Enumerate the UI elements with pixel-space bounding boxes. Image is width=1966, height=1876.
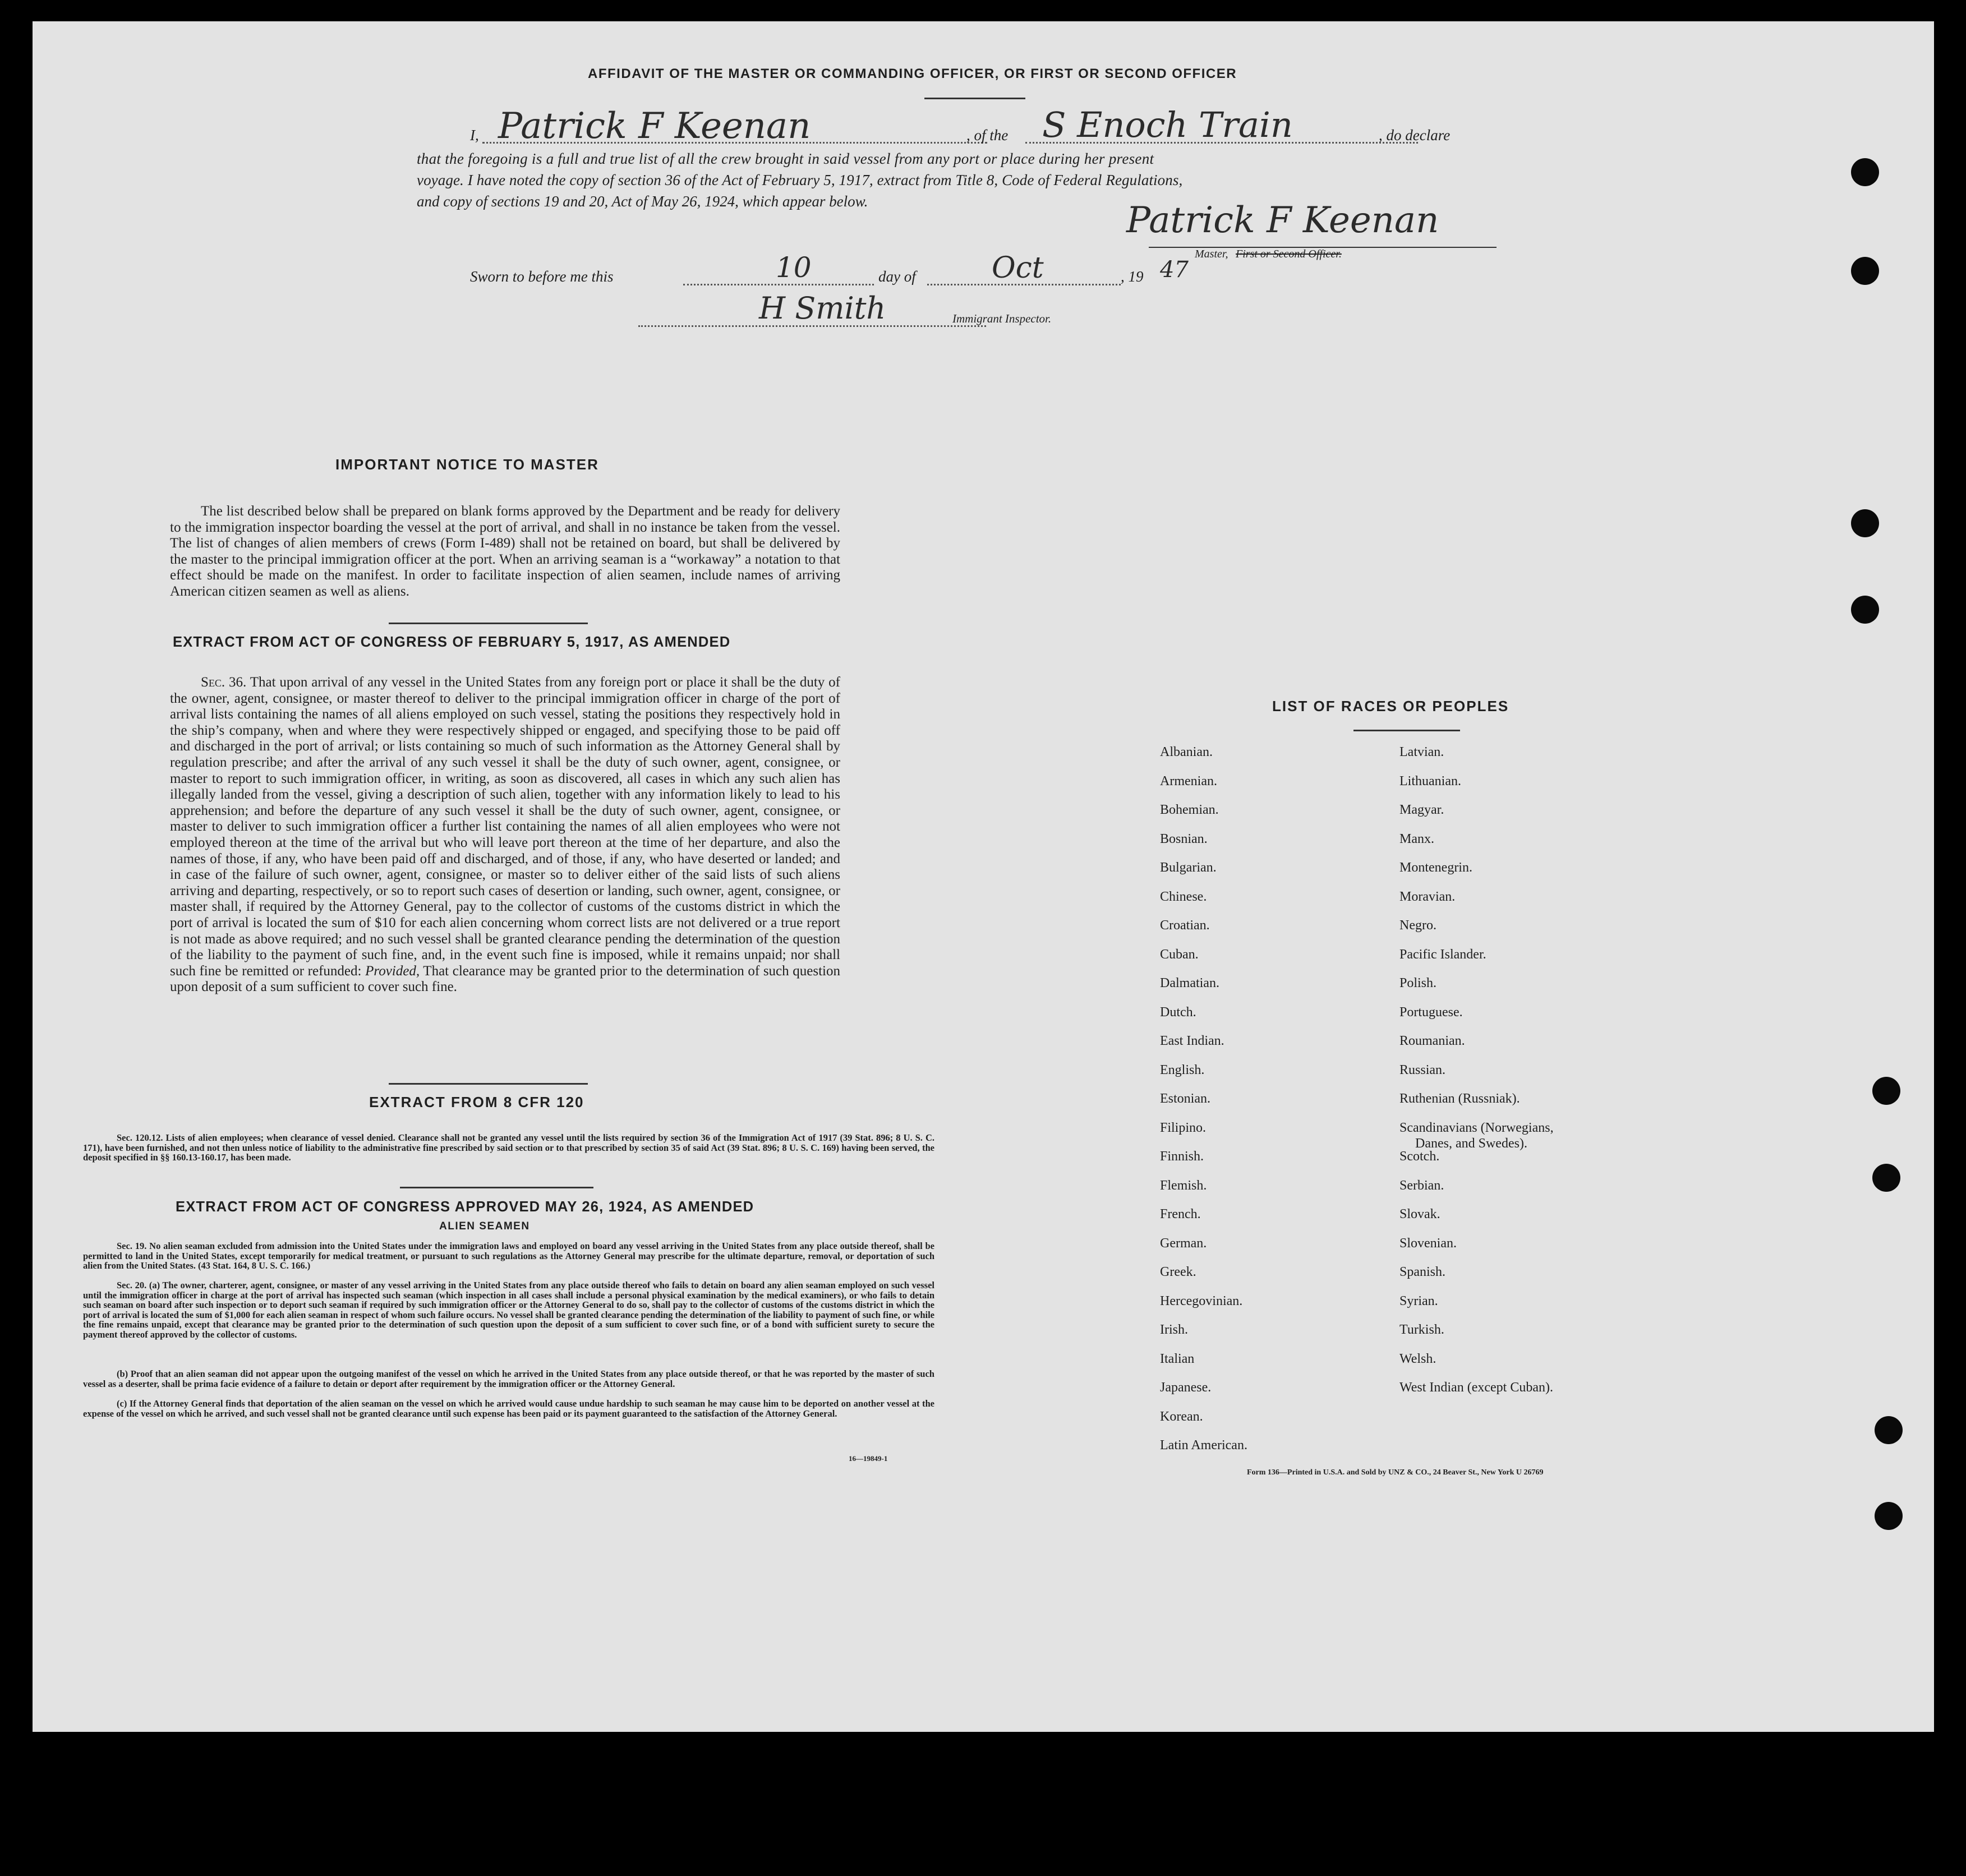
race-item: Lithuanian. bbox=[1399, 773, 1461, 789]
race-item: Polish. bbox=[1399, 976, 1437, 990]
race-item: Pacific Islander. bbox=[1399, 947, 1486, 962]
race-item: Bohemian. bbox=[1160, 803, 1219, 817]
binder-hole bbox=[1851, 158, 1879, 186]
race-item: Moravian. bbox=[1399, 889, 1456, 904]
declaration-line-3: voyage. I have noted the copy of section 36 of the Act of February 5, 1917, extract from Title 8, Code of Federal Regulations, bbox=[417, 172, 1183, 188]
race-item: West Indian (except Cuban). bbox=[1399, 1380, 1553, 1395]
sec-36-text: That upon arrival of any vessel in the United States from any foreign port or place it shall be the duty of the owner, agent, consignee, or master thereof to deliver to the principal immigration officer in charge of the port of arrival lists containing the names of all aliens employed on such vessel, stating the positions they respectively hold in the ship’s company, when and where they were respectively shipped or engaged, and specifying those to be paid off and discharged in the port of arrival; or lists containing so much of such information as the Attorney General shall by regulation prescribe; and after the arrival of any such vessel it shall be the duty of such owner, agent, consignee, or master to report to such immigration officer, in writing, as soon as discovered, all cases in which any such alien has illegally landed from the vessel, giving a description of such alien, together with any information likely to lead to his apprehension; and before the departure of any such vessel it shall be the duty of such owner, agent, consignee, or master to deliver to such immigration officer a further list containing the names of all alien employees who were not employed thereon at the time of the arrival but who will leave port thereon at the time of her departure, and also the names of those, if any, who have been paid off and discharged, and of those, if any, who have deserted or landed; and in case of the failure of such owner, agent, consignee, or master so to deliver either of the said lists of such aliens arriving and departing, respectively, or so to report such cases of desertion or landing, such owner, agent, consignee, or master shall, if required by the Attorney General, pay to the collector of customs of the customs district in which the port of arrival is located the sum of $10 for each alien concerning whom correct lists are not delivered or a true report is not made as above required; and no such vessel shall be granted clearance pending the determination of the question of the liability to the payment of such fine, and, in the event such fine is imposed, while it remains unpaid; nor shall such fine be remitted or refunded: bbox=[170, 675, 840, 979]
sec-20a-text: Sec. 20. (a) The owner, charterer, agent, consignee, or master of any vessel arriving in the United States from any place outside thereof who fails to detain on board any alien seaman employed on such vessel until the immigration officer in charge at the port of arrival has inspected such seaman (which inspection in all cases shall include a personal physical examination by the medical examiners), or who fails to detain such seaman on board after such inspection or to deport such seaman if required by such immigration officer or the Attorney General to do so, shall pay to the collector of customs of the customs district in which the port of arrival is located the sum of $1,000 for each alien seaman in respect of whom such failure occurs. No vessel shall be granted clearance pending the determination of the liability to payment of such fine, or while the fine remains unpaid, except that clearance may be granted prior to the determination of such question upon the deposit of a sum sufficient to cover such fine, or of a bond with sufficient surety to secure the payment thereof approved by the collector of customs. bbox=[83, 1280, 934, 1340]
race-item: Chinese. bbox=[1160, 889, 1207, 904]
race-item: English. bbox=[1160, 1062, 1205, 1077]
race-item: Finnish. bbox=[1160, 1149, 1204, 1164]
race-item: German. bbox=[1160, 1236, 1207, 1251]
binder-hole bbox=[1872, 1077, 1900, 1105]
race-item: Italian bbox=[1160, 1351, 1195, 1366]
document-page bbox=[33, 21, 1934, 1732]
race-item: Negro. bbox=[1399, 918, 1436, 933]
affidavit-heading: AFFIDAVIT OF THE MASTER OR COMMANDING OFFICER, OR FIRST OR SECOND OFFICER bbox=[588, 66, 1237, 81]
struck-caption: First or Second Officer. bbox=[1236, 248, 1342, 260]
race-item: Albanian. bbox=[1160, 745, 1213, 759]
race-item: Hercegovinian. bbox=[1160, 1293, 1243, 1308]
binder-hole bbox=[1851, 257, 1879, 285]
form-print-line: Form 136—Printed in U.S.A. and Sold by UNZ & CO., 24 Beaver St., New York U 26769 bbox=[1247, 1468, 1544, 1477]
i-label: I, bbox=[470, 127, 479, 144]
sec-20c-text: (c) If the Attorney General finds that deportation of the alien seaman on the vessel on which he arrived would cause undue hardship to such seaman he may cause him to be deported on another vessel at the expense of the vessel on which he arrived, and such vessel shall not be granted clearance until such expense has been paid or its payment guaranteed to the satisfaction of the Attorney General. bbox=[83, 1398, 934, 1419]
race-item: Welsh. bbox=[1399, 1351, 1436, 1366]
race-item: Armenian. bbox=[1160, 773, 1217, 789]
race-item: Irish. bbox=[1160, 1322, 1188, 1337]
binder-hole bbox=[1872, 1164, 1900, 1192]
race-item: Korean. bbox=[1160, 1409, 1203, 1424]
race-item: Roumanian. bbox=[1399, 1034, 1465, 1048]
notice-title: IMPORTANT NOTICE TO MASTER bbox=[335, 456, 599, 473]
form-code: 16—19849-1 bbox=[849, 1454, 888, 1463]
master-caption: Master, bbox=[1195, 248, 1228, 260]
extract-cfr-title: EXTRACT FROM 8 CFR 120 bbox=[369, 1094, 584, 1110]
race-item: Magyar. bbox=[1399, 803, 1444, 817]
race-item: Syrian. bbox=[1399, 1293, 1438, 1308]
of-the-label: , of the bbox=[966, 127, 1009, 144]
extract-cfr-rule bbox=[400, 1187, 593, 1188]
extract-1917-rule bbox=[389, 1083, 588, 1085]
extract-1924-title: EXTRACT FROM ACT OF CONGRESS APPROVED MAY 26, 1924, AS AMENDED bbox=[176, 1199, 754, 1215]
binder-hole bbox=[1875, 1416, 1903, 1444]
race-item: Latvian. bbox=[1399, 745, 1444, 759]
race-continuation: Danes, and Swedes). bbox=[1415, 1136, 1527, 1151]
race-item: Ruthenian (Russniak). bbox=[1399, 1091, 1520, 1106]
declaration-line-4: and copy of sections 19 and 20, Act of May 26, 1924, which appear below. bbox=[417, 193, 868, 210]
declaration-line-2: that the foregoing is a full and true list of all the crew brought in said vessel from any port or place during her present bbox=[417, 150, 1154, 167]
race-item: Latin American. bbox=[1160, 1438, 1247, 1453]
sworn-label: Sworn to before me this bbox=[470, 268, 614, 285]
binder-hole bbox=[1875, 1502, 1903, 1530]
race-item: East Indian. bbox=[1160, 1034, 1224, 1048]
sworn-month: Oct bbox=[992, 251, 1044, 285]
sec-19-text: Sec. 19. No alien seaman excluded from admission into the United States under the immigration laws and employed on board any vessel arriving in the United States from any place outside thereof, shall be permitted to land in the United States, except temporarily for medical treatment, or pursuant to such regulations as the Attorney General may prescribe for the ultimate departure, removal, or deportation of such alien from the United States. (43 Stat. 164, 8 U. S. C. 166.) bbox=[83, 1241, 934, 1271]
race-item: Serbian. bbox=[1399, 1178, 1444, 1193]
sworn-year: 47 bbox=[1160, 257, 1189, 283]
race-item: Scotch. bbox=[1399, 1149, 1440, 1164]
sworn-day: 10 bbox=[776, 251, 812, 284]
extract-cfr-body: Sec. 120.12. Lists of alien employees; when clearance of vessel denied. Clearance shall not be granted any vessel until the lists required by section 36 of the Immigration Act of 1917 (39 Stat. 896; 8 U. S. C. 171), have been furnished, and not then unless notice of liability to the administrative fine prescribed by said section or to that prescribed by section 35 of said Act (39 Stat. 896; 8 U. S. C. 169) having been served, the deposit specified in §§ 160.13-160.17, has been made. bbox=[83, 1132, 934, 1163]
races-rule bbox=[1353, 730, 1460, 731]
heading-rule bbox=[924, 98, 1025, 99]
extract-1917-body bbox=[170, 675, 840, 995]
extract-1917-title: EXTRACT FROM ACT OF CONGRESS OF FEBRUARY 5, 1917, AS AMENDED bbox=[173, 634, 731, 650]
race-item: Bosnian. bbox=[1160, 831, 1208, 846]
name-signature: Patrick F Keenan bbox=[498, 105, 811, 147]
year-prefix: , 19 bbox=[1121, 268, 1144, 285]
notice-body: The list described below shall be prepared on blank forms approved by the Department and be ready for delivery to the immigration inspector boarding the vessel at the port of arrival, and shall in no instance be taken from the vessel. The list of changes of alien members of crews (Form I-489) shall not be retained on board, but shall be delivered by the master to the principal immigration officer at the port. When an arriving seaman is a “workaway” a notation to that effect should be made on the manifest. In order to facilitate inspection of alien seamen, include names of arriving American citizen seamen as well as aliens. bbox=[170, 504, 840, 599]
sworn-day-line bbox=[683, 284, 874, 285]
vessel-signature: S Enoch Train bbox=[1042, 104, 1293, 145]
inspector-caption: Immigrant Inspector. bbox=[952, 312, 1052, 325]
race-item: Portuguese. bbox=[1399, 1004, 1463, 1020]
race-item: Manx. bbox=[1399, 831, 1434, 846]
sec-36-label: Sec. 36. bbox=[201, 675, 247, 690]
race-item: Dalmatian. bbox=[1160, 976, 1219, 990]
race-item: Croatian. bbox=[1160, 918, 1210, 933]
race-item: Flemish. bbox=[1160, 1178, 1207, 1193]
race-item: Cuban. bbox=[1160, 947, 1199, 962]
race-item: Dutch. bbox=[1160, 1004, 1196, 1020]
race-item: Turkish. bbox=[1399, 1322, 1444, 1337]
race-item: Spanish. bbox=[1399, 1265, 1446, 1279]
race-item: Slovak. bbox=[1399, 1207, 1440, 1222]
provided-label: Provided, bbox=[365, 963, 420, 979]
races-title: LIST OF RACES OR PEOPLES bbox=[1272, 698, 1509, 715]
declare-label: , do declare bbox=[1379, 127, 1451, 144]
race-item: Filipino. bbox=[1160, 1120, 1207, 1135]
sec-36-text-end: That clearance may be granted prior to the determination of such question upon deposit of a sum sufficient to cover such fine. bbox=[170, 963, 841, 995]
race-item: Japanese. bbox=[1160, 1380, 1212, 1395]
race-item: Bulgarian. bbox=[1160, 860, 1217, 875]
race-item: Russian. bbox=[1399, 1062, 1446, 1077]
binder-hole bbox=[1851, 596, 1879, 624]
notice-rule bbox=[389, 623, 588, 624]
master-signature: Patrick F Keenan bbox=[1126, 200, 1439, 241]
race-item: Estonian. bbox=[1160, 1091, 1210, 1106]
race-item: French. bbox=[1160, 1207, 1201, 1222]
race-item: Greek. bbox=[1160, 1265, 1196, 1279]
race-item: Scandinavians (Norwegians, bbox=[1399, 1120, 1554, 1135]
race-item: Montenegrin. bbox=[1399, 860, 1472, 875]
race-item: Slovenian. bbox=[1399, 1236, 1457, 1251]
alien-seamen-subtitle: ALIEN SEAMEN bbox=[439, 1220, 530, 1232]
binder-hole bbox=[1851, 509, 1879, 537]
inspector-signature: H Smith bbox=[759, 291, 886, 326]
sec-20b-text: (b) Proof that an alien seaman did not appear upon the outgoing manifest of the vessel on which he arrived in the United States from any place outside thereof, or that he was reported by the master of such vessel as a deserter, shall be prima facie evidence of a failure to detain or deport after requirement by the immigration officer or the Attorney General. bbox=[83, 1368, 934, 1389]
day-of-label: day of bbox=[878, 268, 916, 285]
